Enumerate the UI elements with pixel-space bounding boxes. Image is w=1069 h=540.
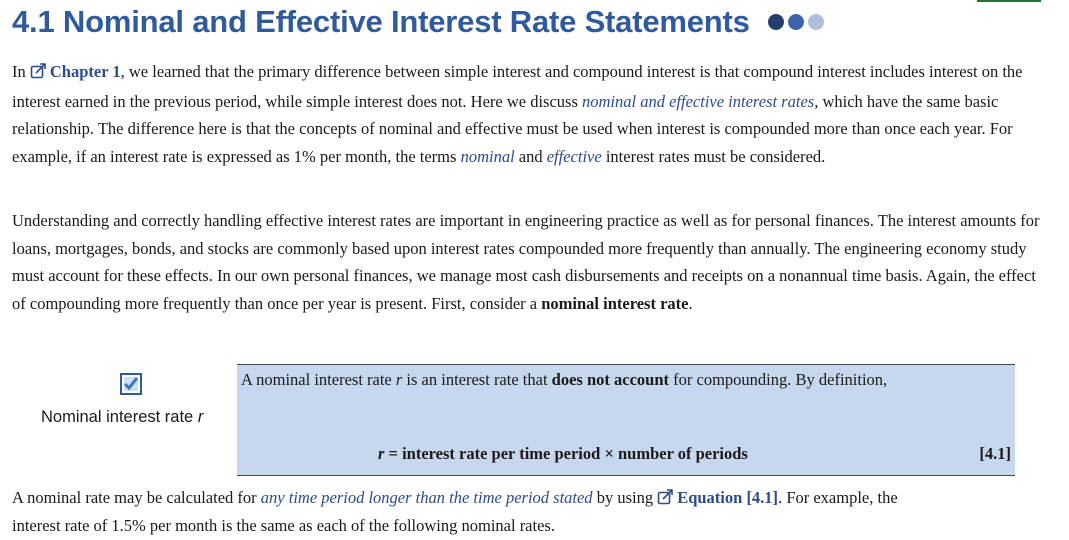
formula-expression: = interest rate per time period × number of periods	[384, 444, 748, 463]
margin-label-text: Nominal interest rate	[41, 408, 198, 426]
equation-4-1-link[interactable]	[657, 488, 778, 507]
text-run: and	[514, 146, 547, 166]
text-run: A nominal interest rate	[241, 370, 396, 389]
definition-box	[237, 364, 1015, 476]
equation-number: [4.1]	[979, 444, 1011, 463]
definition-text	[241, 370, 887, 390]
checkbox-icon[interactable]	[120, 373, 142, 400]
text-run: , we learned that the primary difference between simple interest and compound interest is that compound interest includes interest on the interest earned in the previous period, while simple interest does not. Here we discuss	[12, 62, 1023, 111]
cut-off-line: interest rate of 1.5% per month is the same as each of the following nominal rates.	[12, 516, 555, 535]
difficulty-dot-1-icon	[768, 14, 784, 30]
bold-term: nominal interest rate	[541, 293, 689, 313]
text-run: is an interest rate that	[402, 370, 552, 389]
link-label: Equation [4.1]	[677, 488, 779, 507]
external-link-icon	[30, 60, 47, 88]
section-title: 4.1 Nominal and Effective Interest Rate Statements	[12, 4, 750, 39]
emphasis-term: nominal	[460, 146, 515, 166]
effective-rates-paragraph	[12, 207, 1052, 317]
margin-label	[41, 408, 203, 427]
chapter-1-link[interactable]	[30, 62, 121, 81]
text-run: A nominal rate may be calculated for	[12, 488, 261, 507]
equation-formula	[378, 444, 748, 464]
emphasis-term: nominal and effective interest rates	[582, 91, 815, 111]
text-run: .	[688, 293, 693, 313]
text-run: In	[12, 62, 30, 81]
difficulty-dot-2-icon	[788, 14, 804, 30]
difficulty-dot-3-icon	[808, 14, 824, 30]
formula-variable: r	[378, 444, 385, 463]
link-label: Chapter 1	[49, 62, 121, 81]
text-run: for compounding. By definition,	[669, 370, 888, 389]
text-run: by using	[592, 488, 658, 507]
text-run: interest rates must be considered.	[601, 146, 826, 166]
difficulty-indicator	[768, 14, 824, 30]
bold-term: does not account	[551, 370, 670, 389]
emphasis-term: effective	[546, 146, 602, 166]
text-run: Understanding and correctly handling effective interest rates are important in engineering practice as well as for personal finances. The interest amounts for loans, mortgages, bonds, and stocks are commonly based upon interest rates compounded more frequently than annually. The engineering economy study must account for these effects. In our own personal finances, we manage most cash disbursements and receipts on a nonannual time basis. Again, the effect of compounding more frequently than once per year is present. First, consider a	[12, 211, 1040, 313]
external-link-icon	[657, 486, 674, 514]
text-run: . For example, the	[778, 488, 898, 507]
nominal-calculation-paragraph	[12, 484, 1052, 514]
italic-phrase: any time period longer than the time period stated	[260, 488, 593, 507]
top-rule	[977, 0, 1041, 2]
section-heading	[12, 4, 824, 40]
margin-label-variable: r	[197, 408, 204, 426]
variable-r: r	[395, 370, 403, 389]
intro-paragraph	[12, 58, 1052, 170]
text-run: , which have the same basic relationship. The difference here is that the concepts of nominal and effective must be used when interest is compounded more than once each year. For example, if an interest rate is expressed as 1% per month, the terms	[12, 91, 1013, 166]
